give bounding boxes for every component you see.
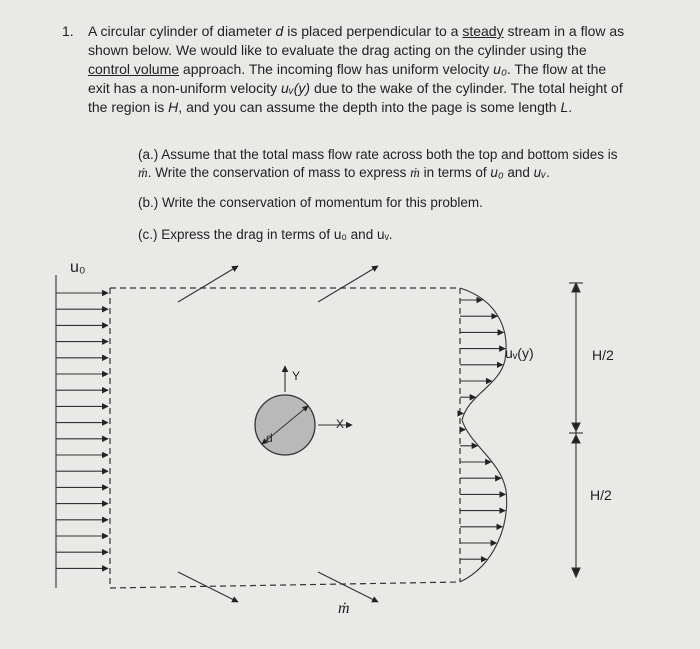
cylinder: [255, 395, 315, 455]
label-uw: uᵥ(y): [505, 345, 534, 361]
symbol-mdot: ṁ: [138, 165, 148, 180]
symbol-u0: u₀: [490, 165, 504, 180]
symbol-L: L: [560, 99, 569, 115]
problem-line-2: shown below. We would like to evaluate the drag acting on the cylinder using the: [88, 42, 587, 58]
text-span: . The flow at the: [506, 61, 607, 77]
underlined-control-volume: control volume: [88, 61, 180, 77]
symbol-uw: uᵥ: [533, 165, 546, 180]
part-b: (b.) Write the conservation of momentum for this problem.: [138, 195, 483, 210]
symbol-uw: uᵥ(y): [280, 80, 311, 96]
symbol-mdot: ṁ: [410, 165, 420, 180]
part-a-line-1: (a.) Assume that the total mass flow rate across both the top and bottom sides is: [138, 147, 618, 162]
text-span: . Write the conservation of mass to express: [147, 165, 411, 180]
symbol-H: H: [168, 99, 179, 115]
label-x: X: [336, 417, 345, 431]
text-span: .: [568, 99, 573, 115]
part-c: (c.) Express the drag in terms of u₀ and uᵥ.: [138, 227, 393, 242]
outlet-velocity-profile: [460, 288, 507, 582]
text-span: due to the wake of the cylinder. The total height of: [310, 80, 623, 96]
text-span: .: [545, 165, 550, 180]
text-span: A circular cylinder of diameter: [88, 23, 276, 39]
problem-number: 1.: [62, 23, 74, 39]
label-mdot: ṁ: [338, 600, 350, 617]
bottom-flux-arrow-left: [178, 572, 238, 602]
text-span: exit has a non-uniform velocity: [88, 80, 281, 96]
underlined-steady: steady: [462, 23, 504, 39]
symbol-d: d: [275, 23, 284, 39]
text-span: approach. The incoming flow has uniform velocity: [179, 61, 494, 77]
label-h-top: H/2: [592, 347, 614, 363]
bottom-flux-arrow-right: [318, 572, 378, 602]
text-span: and: [503, 165, 534, 180]
inlet-velocity-profile: [56, 275, 108, 588]
label-y: Y: [292, 369, 301, 383]
top-flux-arrow-right: [318, 266, 378, 302]
label-u0: u₀: [70, 259, 86, 276]
text-span: in terms of: [419, 165, 491, 180]
top-flux-arrow-left: [178, 266, 238, 302]
text-span: is placed perpendicular to a: [283, 23, 463, 39]
text-span: stream in a flow as: [503, 23, 625, 39]
label-d: d: [266, 431, 273, 445]
inlet-arrow-group: [56, 293, 108, 568]
symbol-u0: u₀: [493, 61, 507, 77]
text-span: the region is: [88, 99, 169, 115]
label-h-bottom: H/2: [590, 487, 612, 503]
height-dimension: [569, 283, 583, 577]
text-span: , and you can assume the depth into the page is some length: [178, 99, 561, 115]
